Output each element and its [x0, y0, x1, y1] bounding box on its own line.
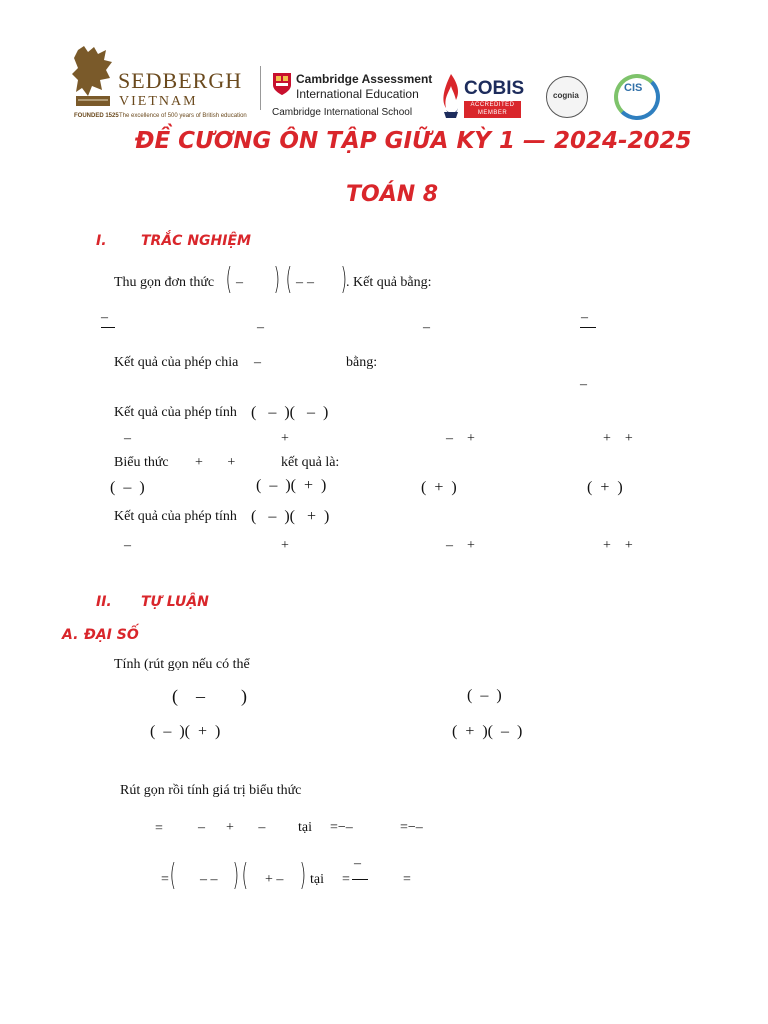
task2-line1-at: tại	[298, 820, 312, 835]
partA-heading: ĐẠI SỐ	[84, 627, 139, 643]
task2-line2-equals: =	[161, 872, 169, 887]
q4-suffix: kết quả là:	[281, 455, 340, 470]
q4-prompt: Biểu thức	[114, 455, 169, 470]
task2-line2-y-equals: =	[403, 872, 411, 887]
q3-option-b: +	[281, 431, 289, 446]
q5-prompt: Kết quả của phép tính	[114, 509, 237, 524]
section2-heading: TỰ LUẬN	[141, 594, 209, 610]
header-divider	[260, 66, 261, 110]
q1-minus-3: –	[307, 275, 314, 290]
q1-paren-open-2: (	[285, 262, 293, 297]
q1-paren-open-1: (	[225, 262, 233, 297]
cobis-badge-line2: MEMBER	[477, 110, 508, 116]
q3-prompt: Kết quả của phép tính	[114, 405, 237, 420]
sedbergh-country: VIETNAM	[119, 94, 198, 109]
q4-option-c: ( + )	[421, 479, 457, 496]
q4-option-a: ( – )	[110, 479, 145, 496]
page-title: ĐỀ CƯƠNG ÔN TẬP GIỮA KỲ 1 — 2024-2025	[135, 128, 692, 154]
q4-option-b: ( – )( + )	[256, 477, 327, 494]
cis-name: CIS	[624, 82, 643, 94]
task1-expr-b: ( – )	[467, 687, 502, 704]
q2-prompt: Kết quả của phép chia	[114, 355, 239, 370]
section1-number: I.	[96, 233, 107, 249]
task2-line2-x-equals: =	[342, 872, 350, 887]
q1-option-b-minus: –	[257, 320, 264, 335]
q3-option-d: + +	[603, 431, 633, 446]
subject-title: TOÁN 8	[346, 182, 439, 207]
task1-prompt: Tính (rút gọn nếu có thể	[114, 657, 250, 672]
task2-line2-paren-open-1: (	[169, 858, 177, 893]
q5-option-c: – +	[446, 538, 475, 553]
q1-paren-close-1: )	[273, 262, 281, 297]
task2-line2-paren-close-1: )	[232, 858, 240, 893]
dragon-crest-icon	[70, 44, 116, 108]
task2-line2-x-bar	[352, 879, 368, 880]
sedbergh-tagline: The excellence of 500 years of British education	[119, 113, 247, 119]
sedbergh-founded: FOUNDED 1525	[74, 113, 119, 119]
q1-prompt: Thu gọn đơn thức	[114, 275, 215, 290]
cobis-badge-line1: ACCREDITED	[470, 102, 515, 108]
task2-line1-x-value: =−–	[330, 820, 353, 835]
task2-line2-x-minus: –	[354, 856, 361, 871]
section2-number: II.	[96, 594, 112, 610]
cognia-name: cognia	[553, 91, 579, 100]
q2-option-d-minus: –	[580, 377, 587, 392]
q2-minus: –	[254, 355, 261, 370]
cambridge-line3: Cambridge International School	[272, 107, 413, 118]
cobis-badge	[464, 101, 521, 118]
task2-line2-at: tại	[310, 872, 324, 887]
q1-option-d-bar	[580, 327, 596, 328]
q1-option-c-minus: –	[423, 320, 430, 335]
q3-option-a: –	[124, 431, 131, 446]
q5-expression: ( – )( + )	[251, 508, 330, 525]
task2-line2-minus-1: – –	[200, 872, 218, 887]
sedbergh-name: SEDBERGH	[118, 68, 243, 93]
cambridge-shield-icon	[272, 72, 292, 96]
section1-heading: TRẮC NGHIỆM	[141, 233, 251, 249]
task1-expr-d: ( + )( – )	[452, 723, 523, 740]
cambridge-line1: Cambridge Assessment	[296, 72, 433, 86]
q1-option-a-minus: –	[101, 310, 108, 325]
q1-paren-close-2: )	[340, 262, 348, 297]
flame-icon	[440, 72, 462, 120]
task2-line1-y-value: =−–	[400, 820, 423, 835]
q5-option-a: –	[124, 538, 131, 553]
task2-line2-plus: + –	[265, 872, 284, 887]
q1-suffix: . Kết quả bằng:	[346, 275, 432, 290]
partA-label: A.	[62, 627, 79, 643]
cambridge-line2: International Education	[296, 87, 419, 101]
task2-line2-paren-close-2: )	[299, 858, 307, 893]
q1-option-a-bar	[101, 327, 115, 328]
task2-line1-equals: =	[155, 821, 163, 836]
q2-suffix: bằng:	[346, 355, 378, 370]
q5-option-d: + +	[603, 538, 633, 553]
q3-expression: ( – )( – )	[251, 404, 329, 421]
q3-option-c: – +	[446, 431, 475, 446]
task1-expr-c: ( – )( + )	[150, 723, 221, 740]
q4-expression: + +	[195, 455, 236, 470]
q1-minus-1: –	[236, 275, 243, 290]
q1-option-d-minus: –	[581, 310, 588, 325]
q4-option-d: ( + )	[587, 479, 623, 496]
q1-minus-2: –	[296, 275, 303, 290]
task1-expr-a: ( – )	[172, 686, 247, 706]
cis-ring-icon	[614, 74, 660, 120]
q5-option-b: +	[281, 538, 289, 553]
task2-prompt: Rút gọn rồi tính giá trị biểu thức	[120, 783, 302, 798]
cobis-name: COBIS	[464, 78, 525, 99]
task2-line1-terms: – + –	[198, 820, 266, 835]
task2-line2-paren-open-2: (	[241, 858, 249, 893]
